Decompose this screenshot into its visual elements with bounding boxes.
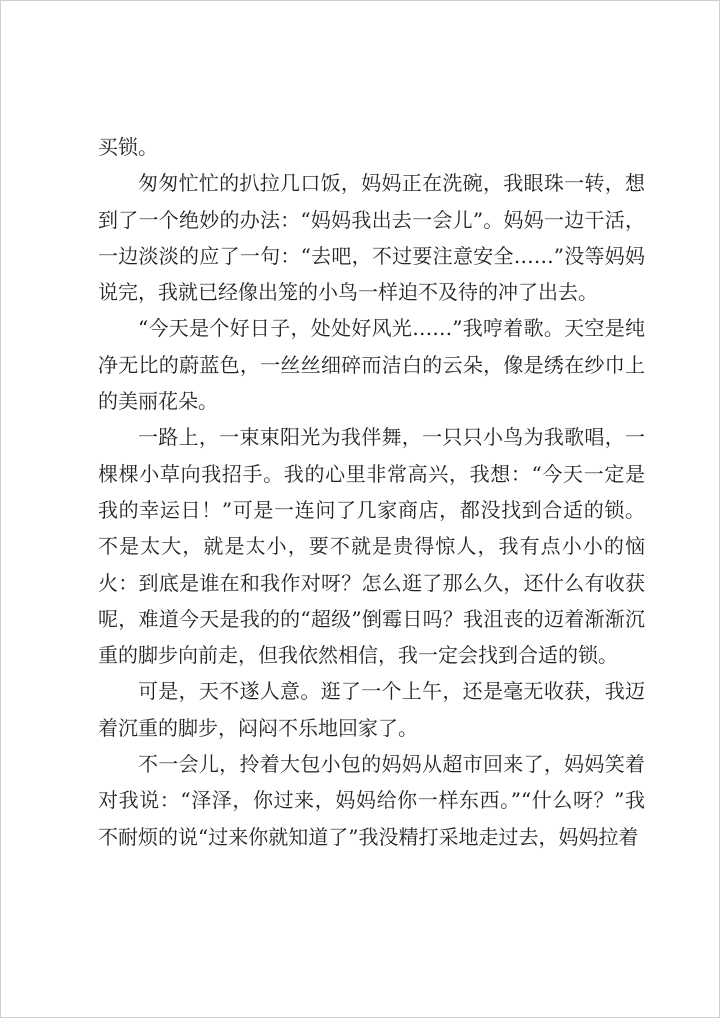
paragraph: “今天是个好日子，处处好风光……”我哼着歌。天空是纯净无比的蔚蓝色，一丝丝细碎而洁白的云朵，像是绣在纱巾上的美丽花朵。 xyxy=(98,316,645,414)
paragraph-continuation: 买锁。 xyxy=(98,135,158,159)
document-body xyxy=(98,129,645,855)
paragraph: 匆匆忙忙的扒拉几口饭，妈妈正在洗碗，我眼珠一转，想到了一个绝妙的办法：“妈妈我出去一会儿”。妈妈一边干活，一边淡淡的应了一句：“去吧，不过要注意安全……”没等妈妈说完，我就已经像出笼的小鸟一样迫不及待的冲了出去。 xyxy=(98,171,645,305)
paragraph: 一路上，一束束阳光为我伴舞，一只只小鸟为我歌唱，一棵棵小草向我招手。我的心里非常高兴，我想：“今天一定是我的幸运日！”可是一连问了几家商店，都没找到合适的锁。不是太大，就是太小，要不就是贵得惊人，我有点小小的恼火：到底是谁在和我作对呀？怎么逛了那么久，还什么有收获呢，难道今天是我的的“超级”倒霉日吗？我沮丧的迈着渐渐沉重的脚步向前走，但我依然相信，我一定会找到合适的锁。 xyxy=(98,425,645,668)
paragraph: 不一会儿，拎着大包小包的妈妈从超市回来了，妈妈笑着对我说：“泽泽，你过来，妈妈给你一样东西。”“什么呀？”我不耐烦的说“过来你就知道了”我没精打采地走过去，妈妈拉着 xyxy=(98,752,645,849)
paragraph: 可是，天不遂人意。逛了一个上午，还是毫无收获，我迈着沉重的脚步，闷闷不乐地回家了。 xyxy=(98,679,645,740)
